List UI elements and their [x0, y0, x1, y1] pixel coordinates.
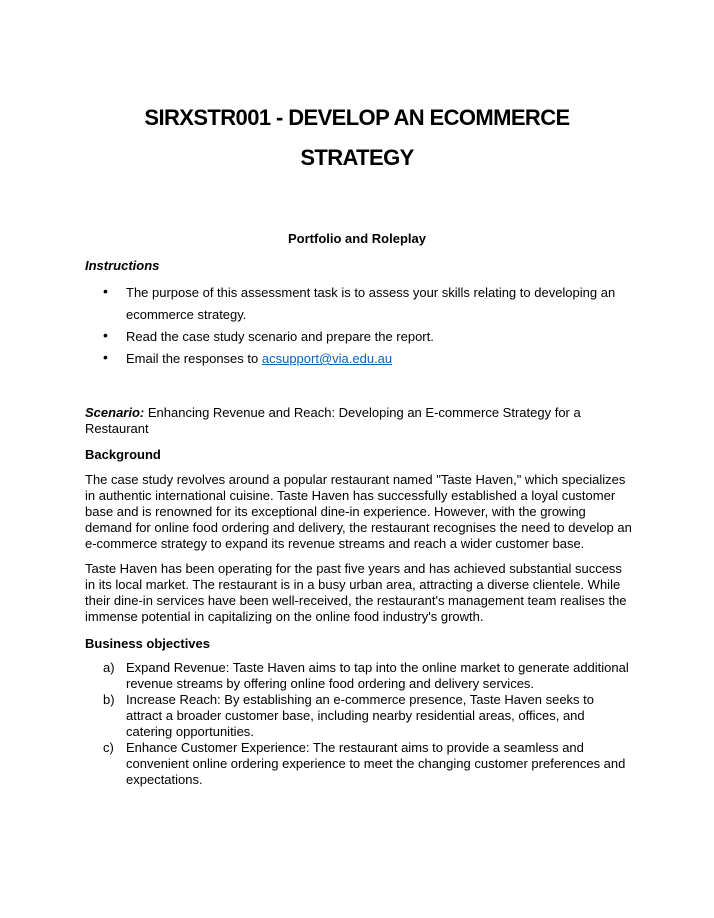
objective-marker: a) [103, 660, 115, 675]
document-title-line1: SIRXSTR001 - DEVELOP AN ECOMMERCE [144, 105, 570, 130]
objective-item [85, 740, 633, 788]
objective-marker: c) [103, 740, 114, 755]
background-heading: Background [85, 447, 161, 462]
instructions-list [85, 282, 633, 370]
background-paragraph-2: Taste Haven has been operating for the past five years and has achieved substantial success in its local market. The restaurant is in a busy urban area, attracting a diverse clientele. While their dine-in services have been well-received, the restaurant's management team realises the immense potential in capitalizing on the online food industry's growth. [85, 561, 627, 624]
background-paragraph-1: The case study revolves around a popular restaurant named "Taste Haven," which specializes in authentic international cuisine. Taste Haven has successfully established a loyal customer base and is renowned for its exceptional dine-in experience. However, with the growing demand for online food ordering and delivery, the restaurant recognises the need to develop an e-commerce strategy to expand its revenue streams and reach a wider customer base. [85, 472, 632, 551]
instructions-item-text-line1: The purpose of this assessment task is to assess your skills relating to developing an [126, 285, 616, 300]
objective-text: Expand Revenue: Taste Haven aims to tap into the online market to generate additional revenue streams by offering online food ordering and delivery services. [126, 660, 629, 691]
instructions-item-text: Read the case study scenario and prepare the report. [126, 329, 434, 344]
objective-text: Increase Reach: By establishing an e-commerce presence, Taste Haven seeks to attract a broader customer base, including nearby residential areas, offices, and catering opportunities. [126, 692, 594, 739]
bullet-icon: • [103, 349, 108, 365]
scenario-text: Enhancing Revenue and Reach: Developing an E-commerce Strategy for a Restaurant [85, 405, 581, 436]
objectives-heading: Business objectives [85, 636, 210, 651]
objectives-list [85, 660, 633, 788]
instructions-item [85, 282, 633, 326]
support-email-link[interactable]: acsupport@via.edu.au [261, 351, 393, 366]
scenario-label: Scenario: [85, 405, 145, 420]
instructions-item [85, 326, 633, 348]
document-subtitle: Portfolio and Roleplay [288, 231, 426, 246]
scenario-paragraph [85, 405, 633, 437]
instructions-heading: Instructions [85, 258, 160, 273]
instructions-item-text: Email the responses to [126, 351, 262, 366]
objective-marker: b) [103, 692, 115, 707]
document-title-line2: STRATEGY [300, 145, 414, 170]
instructions-item-text-line2: ecommerce strategy. [126, 307, 247, 322]
objective-item [85, 692, 633, 740]
bullet-icon: • [103, 283, 108, 299]
objective-text: Enhance Customer Experience: The restaurant aims to provide a seamless and convenient online ordering experience to meet the changing customer preferences and expectations. [126, 740, 626, 787]
objective-item [85, 660, 633, 692]
instructions-item [85, 348, 633, 370]
bullet-icon: • [103, 327, 108, 343]
